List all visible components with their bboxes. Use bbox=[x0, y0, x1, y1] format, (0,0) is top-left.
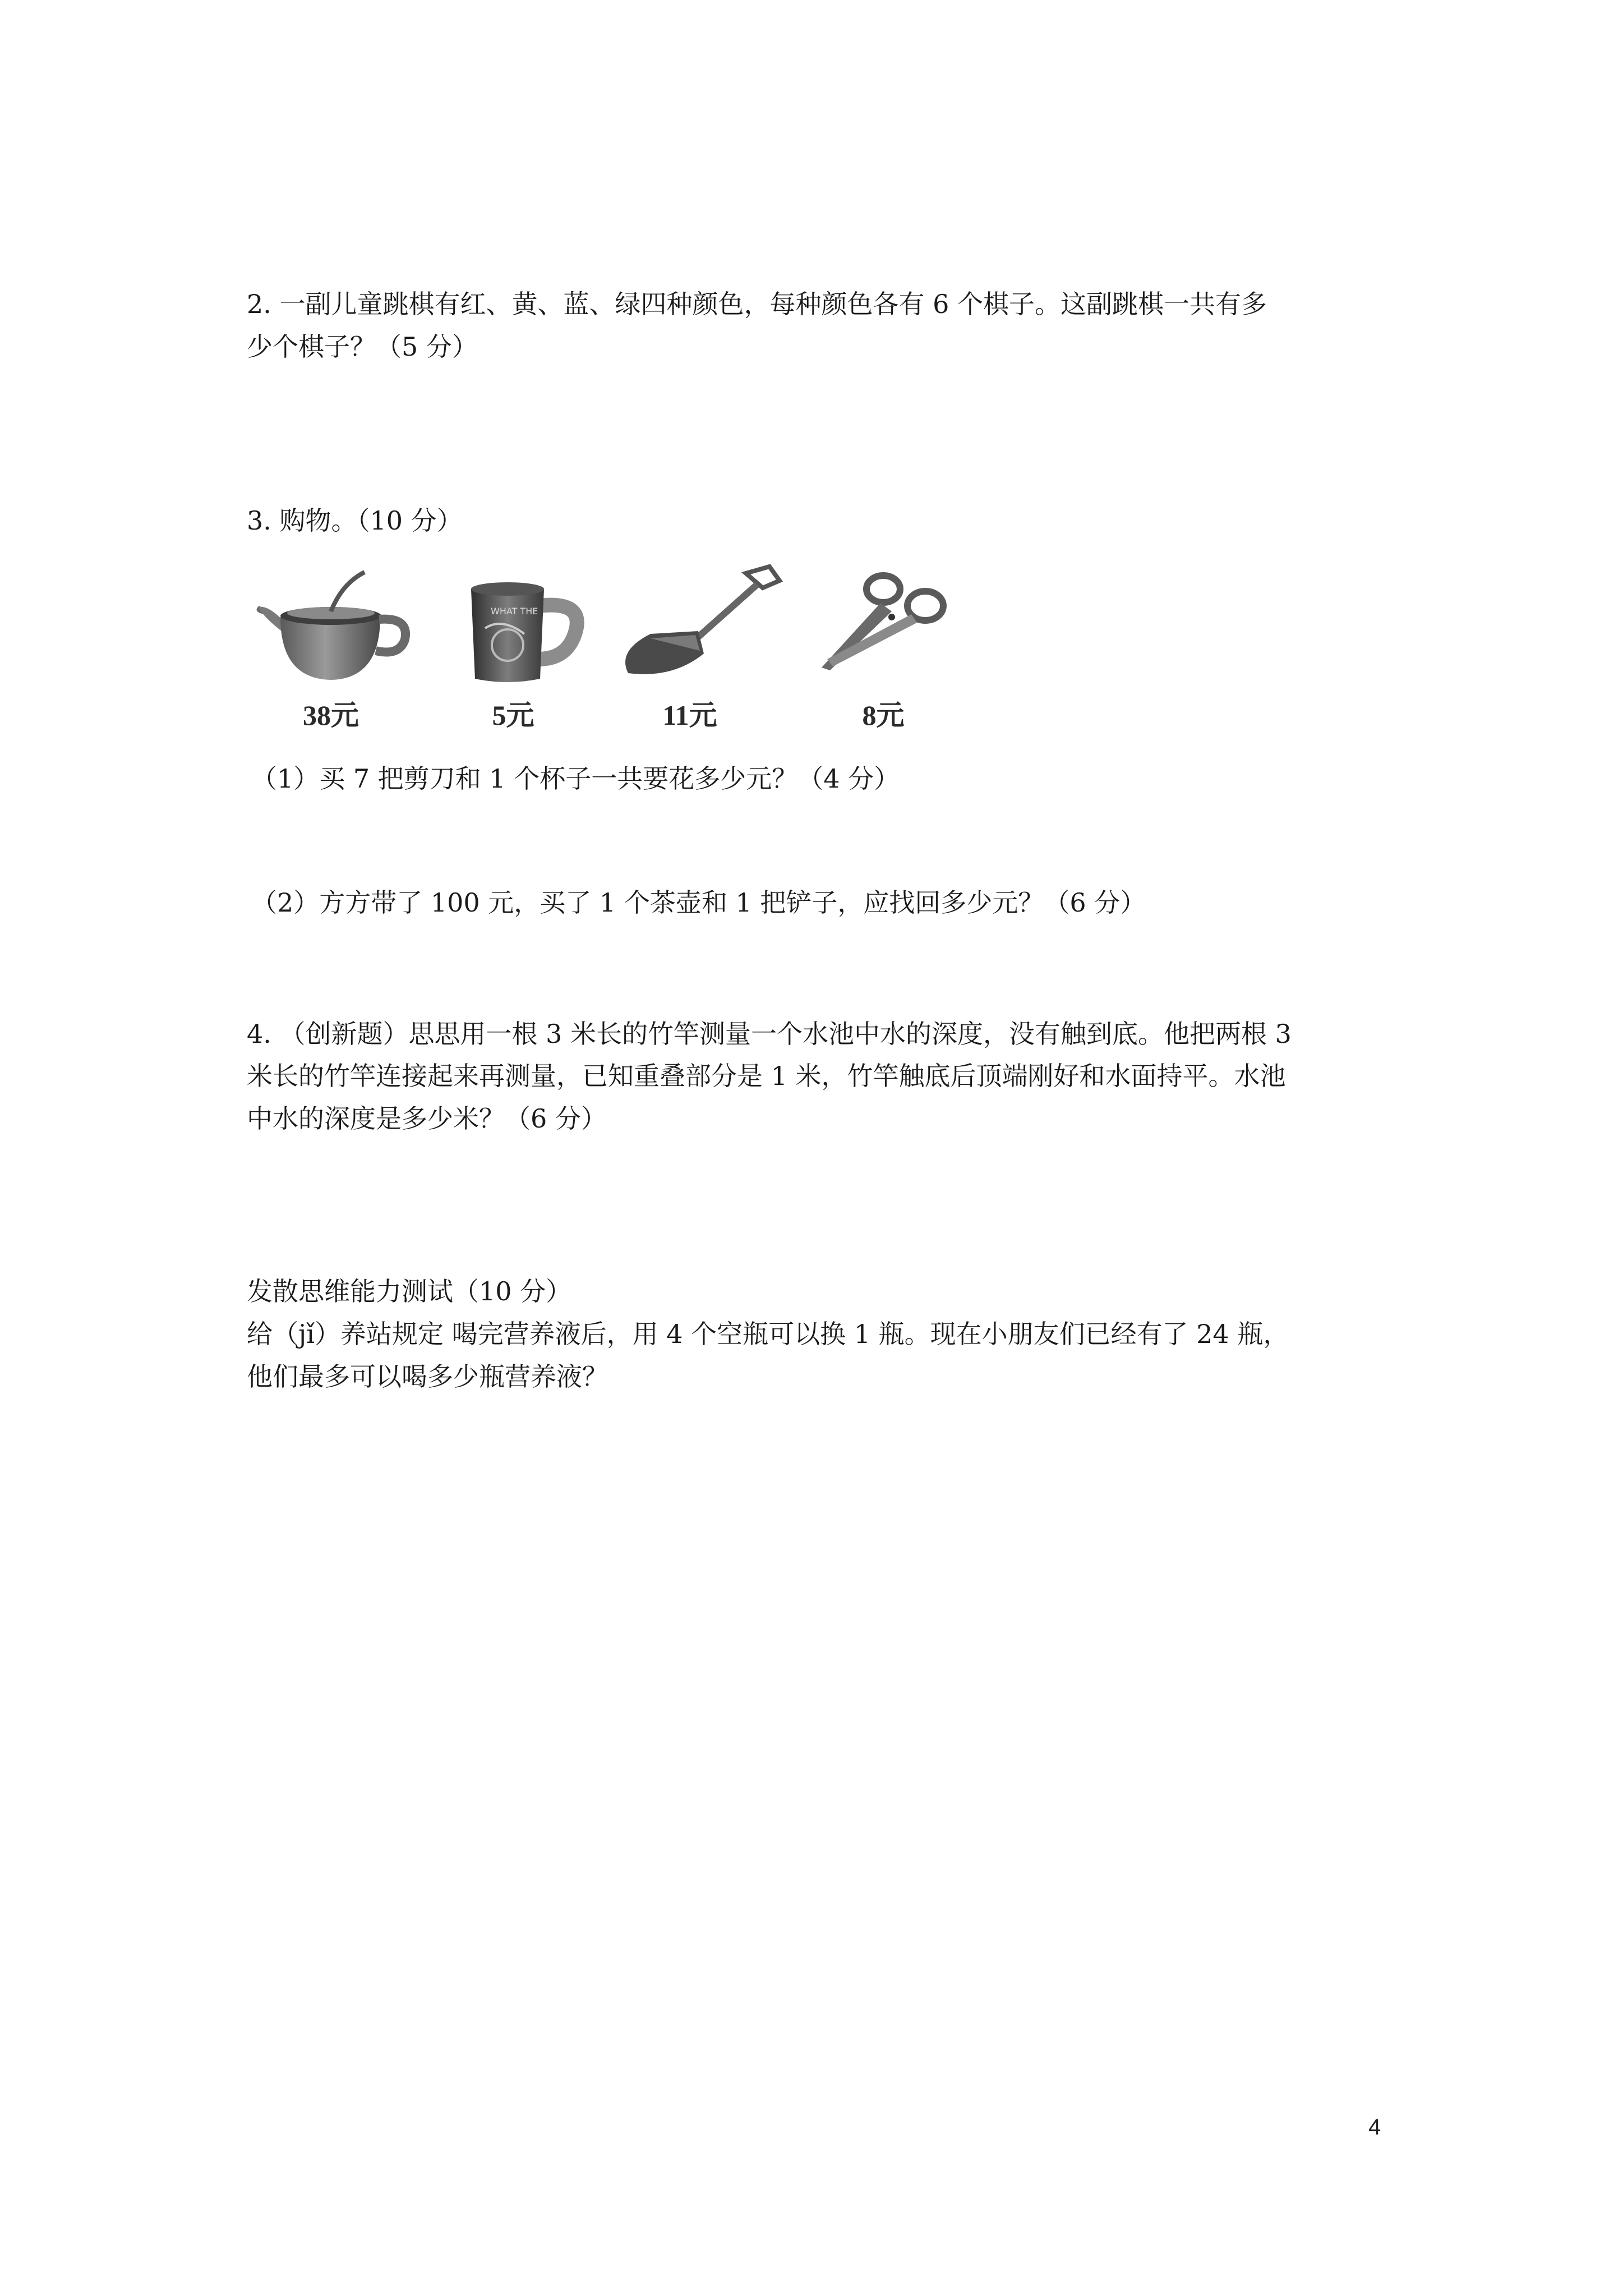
price-teapot: 38元 bbox=[303, 700, 359, 731]
product-teapot bbox=[247, 561, 415, 740]
teapot-icon bbox=[247, 561, 415, 696]
q4-line-3: 中水的深度是多少米？（6 分） bbox=[247, 1103, 607, 1134]
q2-line-1: 2. 一副儿童跳棋有红、黄、蓝、绿四种颜色，每种颜色各有 6 个棋子。这副跳棋一共有多 bbox=[247, 289, 1267, 319]
q4-line-2: 米长的竹竿连接起来再测量，已知重叠部分是 1 米，竹竿触底后顶端刚好和水面持平。水池 bbox=[247, 1061, 1286, 1091]
price-scissors: 8元 bbox=[862, 700, 905, 731]
svg-text:WHAT THE: WHAT THE bbox=[491, 606, 538, 616]
price-shovel: 11元 bbox=[662, 700, 717, 731]
shovel-icon bbox=[606, 561, 796, 696]
product-cup bbox=[429, 561, 597, 740]
bonus-title: 发散思维能力测试（10 分） bbox=[247, 1276, 572, 1306]
q4-line-1: 4. （创新题）思思用一根 3 米长的竹竿测量一个水池中水的深度，没有触到底。他把两根 3 bbox=[247, 1019, 1292, 1049]
product-row bbox=[247, 561, 976, 740]
scissors-icon bbox=[799, 561, 967, 696]
q3-title: 3. 购物。（10 分） bbox=[247, 505, 463, 536]
q3-sub-1: （1）买 7 把剪刀和 1 个杯子一共要花多少元？（4 分） bbox=[251, 763, 900, 794]
page-number: 4 bbox=[1368, 2115, 1381, 2139]
q2-line-2: 少个棋子？（5 分） bbox=[247, 332, 478, 362]
bonus-line-2: 他们最多可以喝多少瓶营养液？ bbox=[247, 1361, 608, 1392]
q3-sub-2: （2）方方带了 100 元，买了 1 个茶壶和 1 把铲子，应找回多少元？（6 分） bbox=[251, 887, 1146, 918]
bonus-line-1: 给（jǐ）养站规定 喝完营养液后，用 4 个空瓶可以换 1 瓶。现在小朋友们已经有了 24 瓶， bbox=[247, 1319, 1289, 1349]
product-shovel bbox=[606, 561, 774, 740]
cup-icon bbox=[429, 561, 597, 696]
product-scissors bbox=[799, 561, 967, 740]
price-cup: 5元 bbox=[492, 700, 534, 731]
